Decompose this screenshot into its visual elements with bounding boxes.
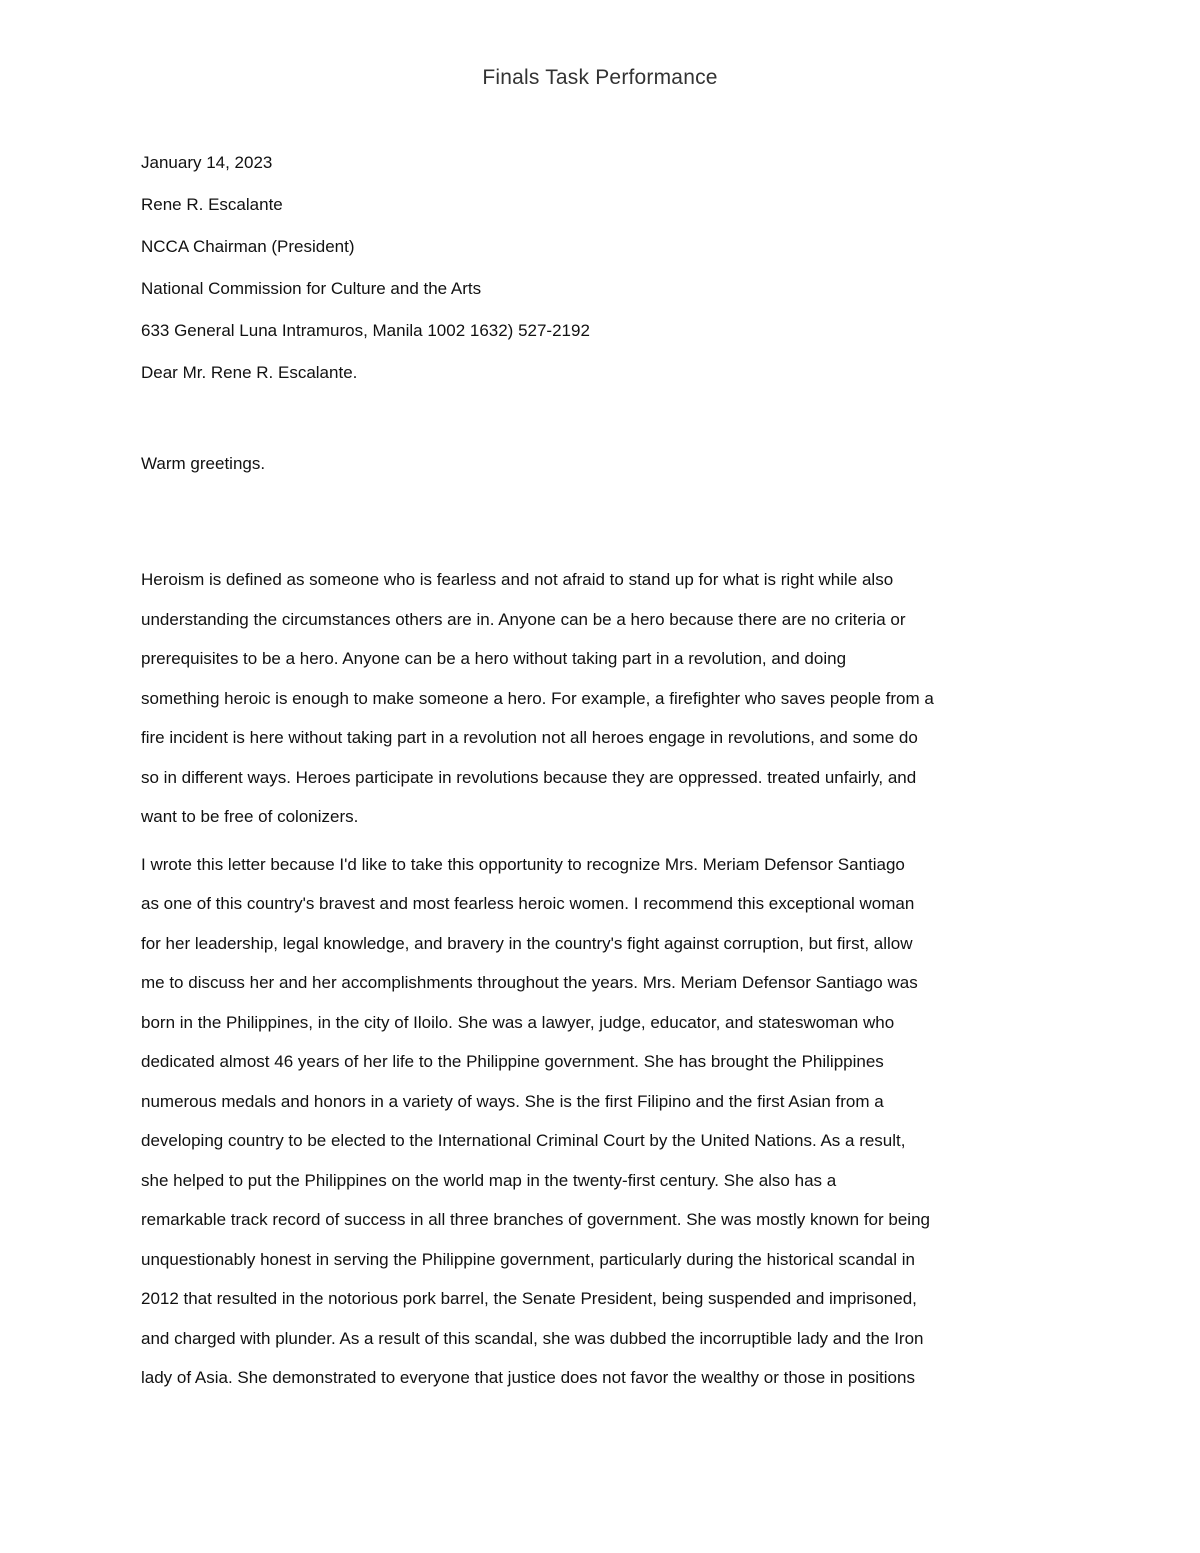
paragraph-line: me to discuss her and her accomplishments throughout the years. Mrs. Meriam Defensor Santiago was (141, 973, 918, 992)
paragraph-line: want to be free of colonizers. (141, 807, 359, 826)
recipient-organization: National Commission for Culture and the Arts (141, 279, 482, 298)
recipient-address: 633 General Luna Intramuros, Manila 1002 1632) 527-2192 (141, 321, 590, 340)
paragraph-line: 2012 that resulted in the notorious pork barrel, the Senate President, being suspended and imprisoned, (141, 1289, 917, 1308)
paragraph-line: so in different ways. Heroes participate in revolutions because they are oppressed. treated unfairly, and (141, 767, 917, 787)
paragraph-line: I wrote this letter because I'd like to take this opportunity to recognize Mrs. Meriam Defensor Santiago (141, 854, 905, 874)
paragraph-line: fire incident is here without taking part in a revolution not all heroes engage in revolutions, and some do (141, 728, 918, 747)
paragraph-line: she helped to put the Philippines on the world map in the twenty-first century. She also has a (141, 1170, 837, 1190)
paragraph-line: remarkable track record of success in all three branches of government. She was mostly known for being (141, 1210, 930, 1229)
paragraph-spacer (141, 837, 1061, 845)
paragraph-1 (141, 560, 1061, 837)
document-title: Finals Task Performance (482, 66, 718, 89)
paragraph-line: Heroism is defined as someone who is fearless and not afraid to stand up for what is right while also (141, 570, 894, 589)
salutation: Dear Mr. Rene R. Escalante. (141, 363, 358, 382)
paragraph-line: prerequisites to be a hero. Anyone can be a hero without taking part in a revolution, and doing (141, 649, 847, 668)
paragraph-line: for her leadership, legal knowledge, and bravery in the country's fight against corruption, but first, allow (141, 933, 913, 953)
paragraph-2 (141, 845, 1061, 1398)
letter-header (141, 142, 1081, 394)
paragraph-line: as one of this country's bravest and most fearless heroic women. I recommend this exceptional woman (141, 894, 915, 913)
paragraph-line: unquestionably honest in serving the Philippine government, particularly during the historical scandal in (141, 1249, 915, 1269)
paragraph-line: dedicated almost 46 years of her life to the Philippine government. She has brought the Philippines (141, 1052, 884, 1071)
paragraph-line: understanding the circumstances others are in. Anyone can be a hero because there are no criteria or (141, 609, 906, 629)
letter-date: January 14, 2023 (141, 153, 273, 172)
paragraph-line: developing country to be elected to the International Criminal Court by the United Nations. As a result, (141, 1131, 906, 1150)
recipient-position: NCCA Chairman (President) (141, 237, 355, 256)
paragraph-line: something heroic is enough to make someone a hero. For example, a firefighter who saves people from a (141, 688, 934, 708)
paragraph-line: lady of Asia. She demonstrated to everyone that justice does not favor the wealthy or those in positions (141, 1368, 915, 1387)
paragraph-line: born in the Philippines, in the city of Iloilo. She was a lawyer, judge, educator, and stateswoman who (141, 1012, 895, 1032)
recipient-name: Rene R. Escalante (141, 195, 283, 214)
paragraph-line: numerous medals and honors in a variety of ways. She is the first Filipino and the first Asian from a (141, 1091, 884, 1111)
letter-body (141, 560, 1061, 1398)
paragraph-line: and charged with plunder. As a result of this scandal, she was dubbed the incorruptible lady and the Iron (141, 1328, 924, 1348)
greeting: Warm greetings. (141, 454, 266, 473)
